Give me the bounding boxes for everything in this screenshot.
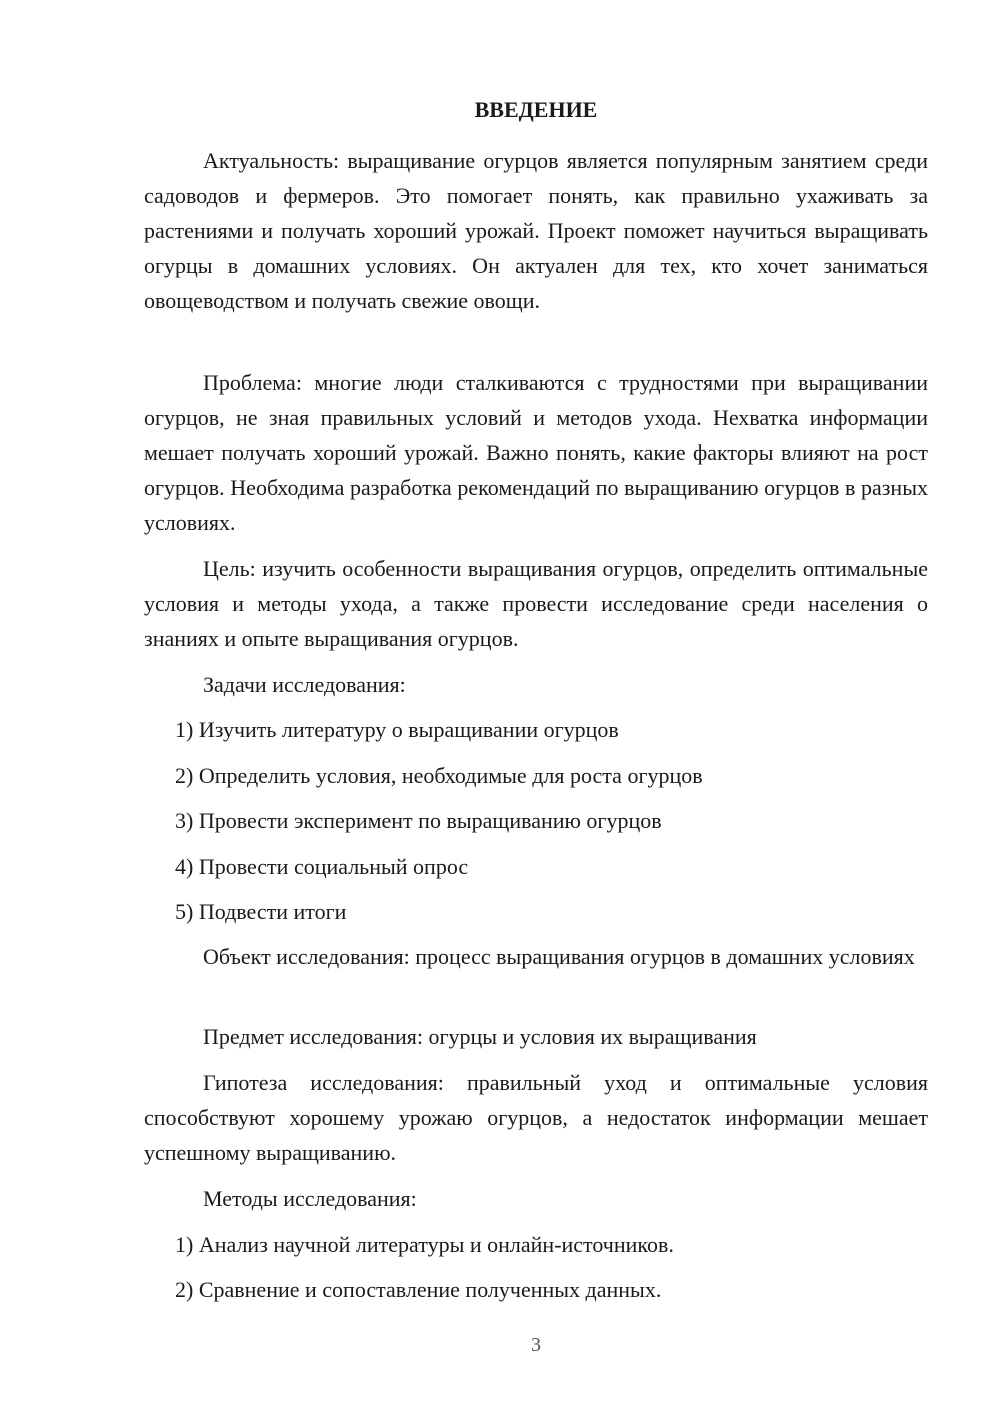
page-number: 3 bbox=[531, 1334, 541, 1356]
paragraph-object: Объект исследования: процесс выращивания огурцов в домашних условиях bbox=[203, 944, 915, 969]
paragraph-subject: Предмет исследования: огурцы и условия их выращивания bbox=[203, 1024, 757, 1049]
document-page bbox=[144, 0, 928, 1414]
task-item: 3) Провести эксперимент по выращиванию огурцов bbox=[175, 808, 662, 833]
paragraph-problem: Проблема: многие люди сталкиваются с трудностями при выращивании огурцов, не зная правильных условий и методов ухода. Нехватка информации мешает получать хороший урожай. Важно понять, какие факторы влияют на рост огурцов. Необходима разработка рекомендаций по выращиванию огурцов в разных условиях. bbox=[144, 370, 928, 535]
paragraph-relevance: Актуальность: выращивание огурцов является популярным занятием среди садоводов и фермеров. Это помогает понять, как правильно ухаживать за растениями и получать хороший урожай. Проект поможет научиться выращивать огурцы в домашних условиях. Он актуален для тех, кто хочет заниматься овощеводством и получать свежие овощи. bbox=[144, 148, 928, 313]
task-item: 2) Определить условия, необходимые для роста огурцов bbox=[175, 763, 703, 788]
method-item: 1) Анализ научной литературы и онлайн-источников. bbox=[175, 1232, 674, 1257]
paragraph-hypothesis: Гипотеза исследования: правильный уход и оптимальные условия способствуют хорошему урожаю огурцов, а недостаток информации мешает успешному выращиванию. bbox=[144, 1070, 928, 1165]
task-item: 5) Подвести итоги bbox=[175, 899, 347, 924]
methods-heading: Методы исследования: bbox=[203, 1186, 417, 1211]
tasks-heading: Задачи исследования: bbox=[203, 672, 406, 697]
method-item: 2) Сравнение и сопоставление полученных данных. bbox=[175, 1277, 662, 1302]
task-item: 1) Изучить литературу о выращивании огурцов bbox=[175, 717, 619, 742]
section-title: ВВЕДЕНИЕ bbox=[474, 97, 598, 122]
task-item: 4) Провести социальный опрос bbox=[175, 854, 469, 879]
paragraph-goal: Цель: изучить особенности выращивания огурцов, определить оптимальные условия и методы ухода, а также провести исследование среди населения о знаниях и опыте выращивания огурцов. bbox=[144, 556, 928, 651]
